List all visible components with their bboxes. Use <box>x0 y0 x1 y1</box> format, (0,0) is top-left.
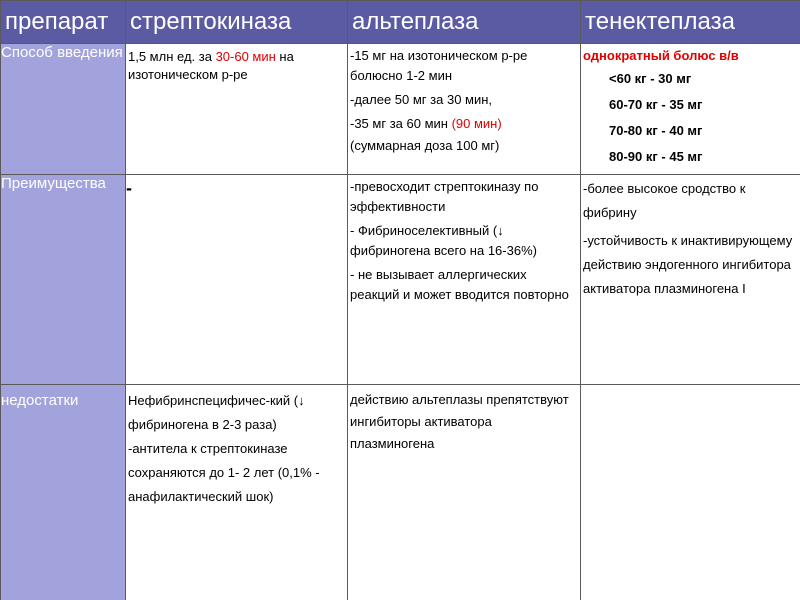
cell-tenecte-drawbacks <box>581 385 800 600</box>
alte-drawback: действию альтеплазы препятствуют ингибиторы активатора плазминогена <box>350 392 569 451</box>
strepto-route-duration: 30-60 мин <box>215 49 276 64</box>
cell-tenecte-advantages <box>581 175 800 385</box>
header-drug: препарат <box>1 1 126 44</box>
tenecte-dose-1: <60 кг - 30 мг <box>609 71 692 86</box>
alte-route-line1: -15 мг на изотоническом р-ре болюсно 1-2 мин <box>350 48 528 83</box>
alte-route-line3: -35 мг за 60 мин <box>350 116 452 131</box>
header-streptokinase: стрептокиназа <box>126 1 348 44</box>
cell-alte-advantages <box>348 175 581 385</box>
alte-advantage-3: - не вызывает аллергических реакций и может вводится повторно <box>350 267 569 302</box>
tenecte-dose-2: 60-70 кг - 35 мг <box>609 97 703 112</box>
tenecte-advantage-1: -более высокое сродство к фибрину <box>583 181 746 220</box>
alte-advantage-2: - Фибриноселективный (↓ фибриногена всего на 16-36%) <box>350 223 537 258</box>
strepto-route-part1: 1,5 млн ед. за <box>128 49 216 64</box>
tenecte-dose-3: 70-80 кг - 40 мг <box>609 123 703 138</box>
row-label-route: Способ введения <box>1 44 126 175</box>
alte-route-line3-red: (90 мин) <box>451 116 502 131</box>
cell-strepto-route <box>126 44 348 175</box>
row-label-drawbacks: недостатки <box>1 385 126 600</box>
cell-alte-drawbacks <box>348 385 581 600</box>
cell-strepto-advantages <box>126 175 348 385</box>
tenecte-route-title: однократный болюс в/в <box>583 48 739 63</box>
alte-route-line4: (суммарная доза 100 мг) <box>350 138 500 153</box>
strepto-drawback-1: Нефибринспецифичес-кий (↓ фибриногена в 2-3 раза) <box>128 393 305 432</box>
strepto-advantages-dash: - <box>126 178 132 198</box>
tenecte-advantage-2: -устойчивость к инактивирующему действию эндогенного ингибитора активатора плазминогена I <box>583 233 793 296</box>
header-row <box>1 1 800 44</box>
row-label-advantages: Преимущества <box>1 175 126 385</box>
cell-tenecte-route <box>581 44 800 175</box>
strepto-route-part2: на изотоническом р-ре <box>128 49 294 82</box>
alte-advantage-1: -превосходит стрептокиназу по эффективности <box>350 179 539 214</box>
table-row-advantages <box>1 175 800 385</box>
table-row-drawbacks <box>1 385 800 600</box>
header-alteplase: альтеплаза <box>348 1 581 44</box>
strepto-drawback-2: -антитела к стрептокиназе сохраняются до 1- 2 лет (0,1% - анафилактический шок) <box>128 441 320 504</box>
tenecte-dose-4: 80-90 кг - 45 мг <box>609 149 703 164</box>
cell-strepto-drawbacks <box>126 385 348 600</box>
table-row-route <box>1 44 800 175</box>
alte-route-line2: -далее 50 мг за 30 мин, <box>350 92 493 107</box>
header-tenecteplase: тенектеплаза <box>581 1 800 44</box>
cell-alte-route <box>348 44 581 175</box>
